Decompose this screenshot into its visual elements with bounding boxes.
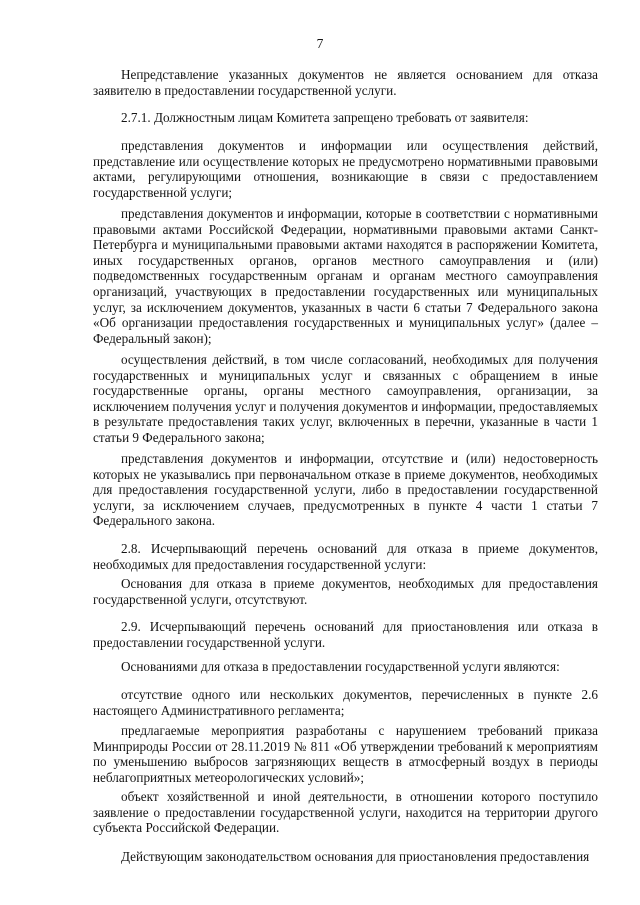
- page-number: 7: [316, 36, 324, 51]
- paragraph-no-refusal-grounds: Основания для отказа в приеме документов, необходимых для предоставления государственной услуги, отсутствуют.: [93, 576, 598, 607]
- paragraph-2-8-heading: 2.8. Исчерпывающий перечень оснований для отказа в приеме документов, необходимых для предоставления государственной услуги:: [93, 541, 598, 572]
- paragraph-2-7-1-heading: 2.7.1. Должностным лицам Комитета запрещено требовать от заявителя:: [121, 110, 529, 125]
- paragraph-2-9-heading: 2.9. Исчерпывающий перечень оснований для приостановления или отказа в предоставлении государственной услуги.: [93, 619, 598, 650]
- paragraph-prohibited-docs: представления документов и информации или осуществления действий, представление или осуществление которых не предусмотрено нормативными правовыми актами, регулирующими отношения, возникающие в связи с предоставлением государственной услуги;: [93, 138, 598, 200]
- paragraph-other-region: объект хозяйственной и иной деятельности, в отношении которого поступило заявление о предоставлении государственной услуги, находится на территории другого субъекта Российской Федерации.: [93, 789, 598, 836]
- paragraph-refusal-grounds-intro: Основаниями для отказа в предоставлении государственной услуги являются:: [121, 659, 560, 674]
- paragraph-order-violation: предлагаемые мероприятия разработаны с нарушением требований приказа Минприроды России от 28.11.2019 № 811 «Об утверждении требований к мероприятиям по уменьшению выбросов загрязняющих веществ в атмосферный воздух в периоды неблагоприятных метеорологических условий»;: [93, 723, 598, 785]
- paragraph-suspension-grounds: Действующим законодательством основания для приостановления предоставления: [121, 849, 590, 864]
- paragraph-approvals: осуществления действий, в том числе согласований, необходимых для получения государственных и муниципальных услуг и связанных с обращением в иные государственные органы, органы местного самоуправления, организации, за исключением получения услуг и получения документов и информации, предоставляемых в результате предоставления таких услуг, включенных в перечни, указанные в части 1 статьи 9 Федерального закона;: [93, 352, 598, 445]
- paragraph-docs-in-possession: представления документов и информации, которые в соответствии с нормативными правовыми актами Российской Федерации, нормативными правовыми актами Санкт-Петербурга и муниципальными правовыми актами находятся в распоряжении Комитета, иных государственных органов, органов местного самоуправления и (или) подведомственных государственным органам и органам местного самоуправления организаций, участвующих в предоставлении государственных или муниципальных услуг, за исключением документов, указанных в части 6 статьи 7 Федерального закона «Об организации предоставления государственных и муниципальных услуг» (далее – Федеральный закон);: [93, 206, 598, 346]
- paragraph-missing-info: представления документов и информации, отсутствие и (или) недостоверность которых не указывались при первоначальном отказе в приеме документов, необходимых для предоставления государственной услуги, либо в предоставлении государственной услуги, за исключением случаев, предусмотренных в пункте 4 части 1 статьи 7 Федерального закона.: [93, 451, 598, 529]
- paragraph-missing-documents: отсутствие одного или нескольких документов, перечисленных в пункте 2.6 настоящего Административного регламента;: [93, 687, 598, 718]
- paragraph-nonsubmission-note: Непредставление указанных документов не является основанием для отказа заявителю в предоставлении государственной услуги.: [93, 67, 598, 98]
